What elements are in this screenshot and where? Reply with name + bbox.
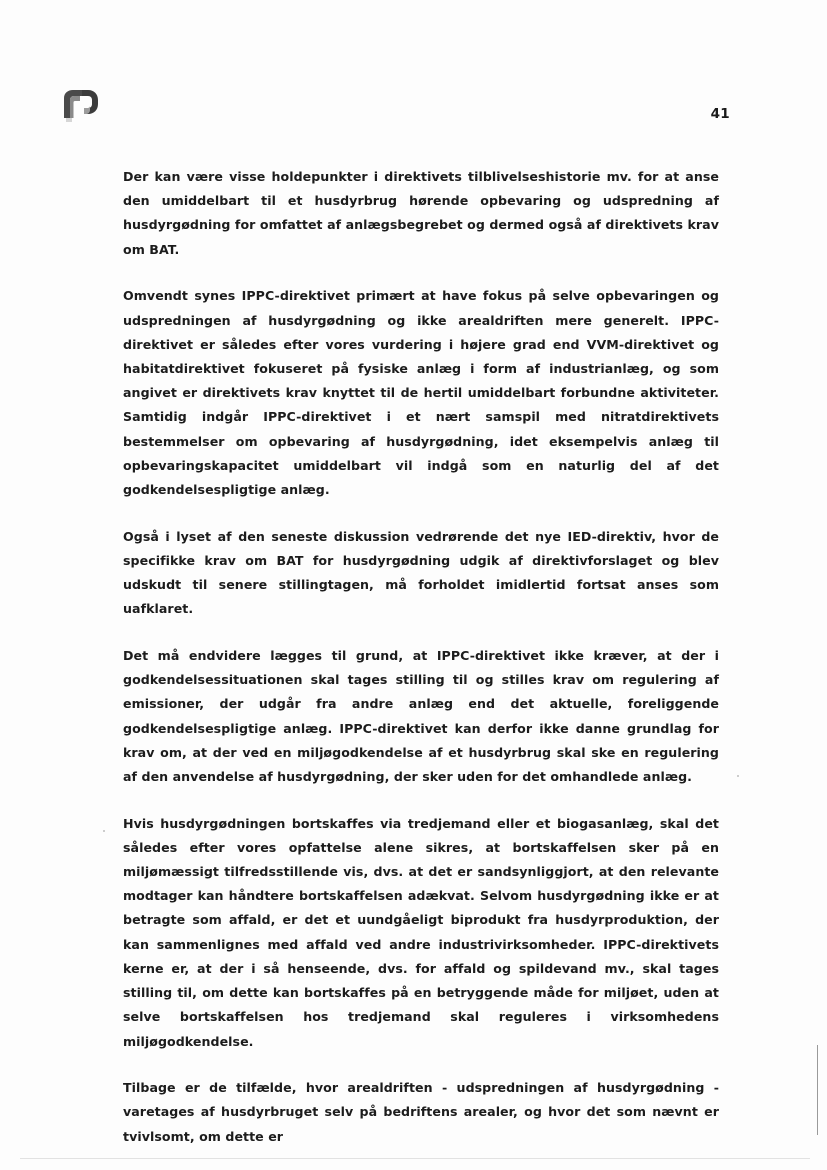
page-number: 41 — [710, 106, 730, 122]
paragraph: Hvis husdyrgødningen bortskaffes via tredjemand eller et biogasanlæg, skal det således efter vores opfattelse alene sikres, at bortskaffelsen sker på en miljømæssigt tilfredsstillende vis, dvs. at det er sandsynliggjort, at den relevante modtager kan håndtere bortskaffelsen adækvat. Selvom husdyrgødning ikke er at betragte som affald, er det et uundgåeligt biprodukt fra husdyrproduktion, der kan sammenlignes med affald ved andre industrivirksomheder. IPPC-direktivets kerne er, at der i så henseende, dvs. for affald og spildevand mv., skal tages stilling til, om dette kan bortskaffes på en betryggende måde for miljøet, uden at selve bortskaffelsen hos tredjemand skal reguleres i virksomhedens miljøgodkendelse. — [123, 815, 719, 1049]
paragraph: Der kan være visse holdepunkter i direktivets tilblivelseshistorie mv. for at anse den umiddelbart til et husdyrbrug hørende opbevaring og udspredning af husdyrgødning for omfattet af anlægsbegrebet og dermed også af direktivets krav om BAT. — [123, 169, 719, 257]
scan-artifact — [103, 830, 105, 832]
scan-edge-mark — [817, 1045, 818, 1135]
paragraph: Tilbage er de tilfælde, hvor arealdriften - udspredningen af husdyrgødning - varetages af husdyrbruget selv på bedriftens arealer, og hvor det som nævnt er tvivlsomt, om dette er — [123, 1080, 719, 1144]
paragraph: Omvendt synes IPPC-direktivet primært at have fokus på selve opbevaringen og udspredningen af husdyrgødning og ikke arealdriften mere generelt. IPPC-direktivet er således efter vores vurdering i højere grad end VVM-direktivet og habitatdirektivet fokuseret på fysiske anlæg i form af industrianlæg, og som angivet er direktivets krav knyttet til de hertil umiddelbart forbundne aktiviteter. Samtidig indgår IPPC-direktivet i et nært samspil med nitratdirektivets bestemmelser om opbevaring af husdyrgødning, idet eksempelvis anlæg til opbevaringskapacitet umiddelbart vil indgå som en naturlig del af det godkendelsespligtige anlæg. — [123, 288, 719, 497]
company-logo-icon — [60, 84, 102, 124]
scan-artifact — [737, 775, 739, 777]
scan-bottom-edge — [20, 1158, 810, 1159]
document-body — [123, 165, 719, 1149]
paragraph: Også i lyset af den seneste diskussion vedrørende det nye IED-direktiv, hvor de specifikke krav om BAT for husdyrgødning udgik af direktivforslaget og blev udskudt til senere stillingtagen, må forholdet imidlertid fortsat anses som uafklaret. — [123, 528, 719, 617]
paragraph: Det må endvidere lægges til grund, at IPPC-direktivet ikke kræver, at der i godkendelsessituationen skal tages stilling til og stilles krav om regulering af emissioner, der udgår fra andre anlæg end det aktuelle, foreliggende godkendelsespligtige anlæg. IPPC-direktivet kan derfor ikke danne grundlag for krav om, at der ved en miljøgodkendelse af et husdyrbrug skal ske en regulering af den anvendelse af husdyrgødning, der sker uden for det omhandlede anlæg. — [123, 647, 719, 784]
